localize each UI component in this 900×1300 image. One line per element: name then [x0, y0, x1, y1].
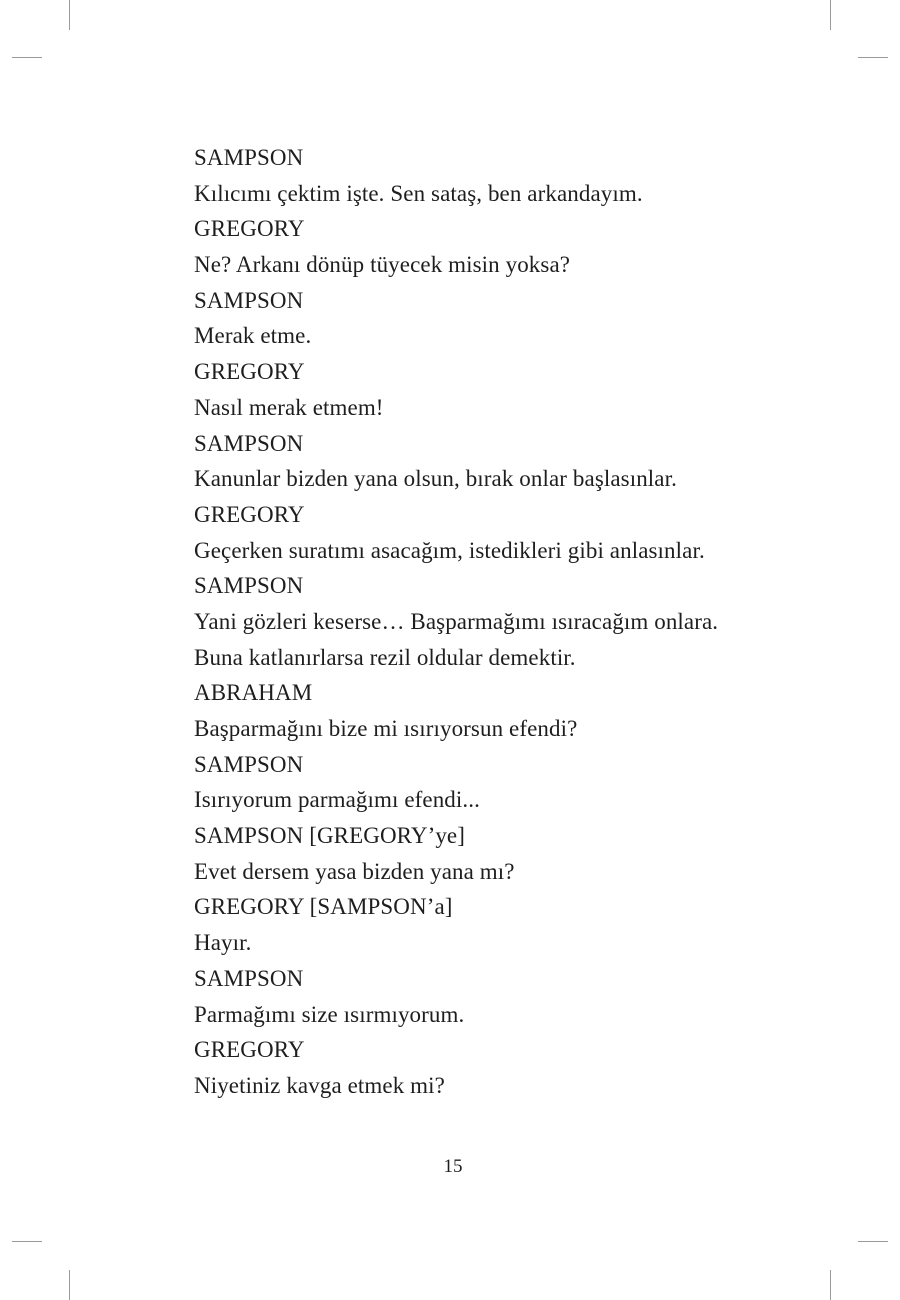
crop-mark-right-top — [858, 57, 888, 58]
dialogue-line: Yani gözleri keserse… Başparmağımı ısıracağım onlara. — [194, 608, 719, 634]
speaker-name: GREGORY — [194, 359, 305, 385]
dialogue-line: Merak etme. — [194, 323, 312, 349]
speaker-name: GREGORY [SAMPSON’a] — [194, 894, 453, 920]
dialogue-line: Niyetiniz kavga etmek mi? — [194, 1072, 445, 1098]
crop-mark-left-top — [12, 57, 42, 58]
dialogue-line: Buna katlanırlarsa rezil oldular demektir. — [194, 644, 576, 670]
speaker-name: GREGORY — [194, 216, 305, 242]
speaker-name: SAMPSON — [194, 287, 304, 313]
dialogue-line: Kılıcımı çektim işte. Sen sataş, ben arkandayım. — [194, 180, 643, 206]
dialogue-line: Isırıyorum parmağımı efendi... — [194, 787, 480, 813]
speaker-name: SAMPSON — [194, 573, 304, 599]
speaker-name: SAMPSON — [194, 145, 304, 170]
crop-mark-top-left — [69, 0, 70, 30]
crop-mark-left-bottom — [12, 1241, 42, 1242]
crop-mark-right-bottom — [858, 1241, 888, 1242]
page-number: 15 — [443, 1156, 463, 1177]
speaker-name: SAMPSON — [194, 751, 304, 777]
dialogue-line: Evet dersem yasa bizden yana mı? — [194, 858, 515, 884]
dialogue-line: Başparmağını bize mi ısırıyorsun efendi? — [194, 716, 578, 741]
dialogue-line: Nasıl merak etmem! — [194, 394, 384, 420]
play-text — [194, 140, 814, 1104]
dialogue-line: Hayır. — [194, 930, 252, 956]
dialogue-line: Kanunlar bizden yana olsun, bırak onlar başlasınlar. — [194, 466, 677, 492]
speaker-name: GREGORY — [194, 501, 305, 527]
speaker-name: SAMPSON [GREGORY’ye] — [194, 823, 465, 849]
speaker-name: GREGORY — [194, 1037, 305, 1063]
dialogue-line: Ne? Arkanı dönüp tüyecek misin yoksa? — [194, 252, 571, 278]
speaker-name: SAMPSON — [194, 965, 304, 991]
crop-mark-bottom-left — [69, 1270, 70, 1300]
dialogue-line: Parmağımı size ısırmıyorum. — [194, 1001, 465, 1027]
speaker-name: SAMPSON — [194, 430, 304, 456]
crop-mark-bottom-right — [830, 1270, 831, 1300]
crop-mark-top-right — [830, 0, 831, 30]
dialogue-line: Geçerken suratımı asacağım, istedikleri gibi anlasınlar. — [194, 537, 705, 563]
speaker-name: ABRAHAM — [194, 680, 313, 706]
